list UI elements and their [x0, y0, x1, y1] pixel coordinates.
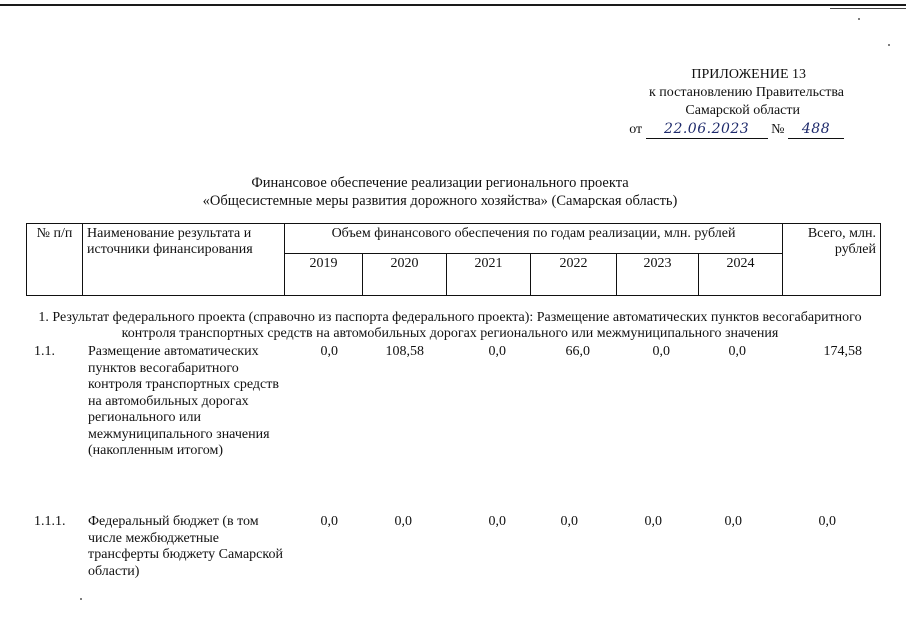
number-prefix: № — [771, 122, 785, 137]
row-value-2023: 0,0 — [652, 344, 670, 359]
document-title — [100, 174, 780, 210]
scan-speck — [888, 44, 890, 46]
scan-edge-line — [0, 4, 906, 6]
row-value-2024: 0,0 — [728, 344, 746, 359]
table-row — [26, 344, 874, 514]
title-line-1: Финансовое обеспечение реализации регионального проекта — [251, 175, 629, 191]
row-name: Федеральный бюджет (в том числе межбюджетные трансферты бюджету Самарской области) — [88, 514, 283, 579]
approval-region: Самарской области — [685, 103, 800, 118]
handwritten-date: 22.06.2023 — [646, 120, 768, 139]
row-value-2023: 0,0 — [644, 514, 662, 529]
scan-speck — [80, 598, 82, 600]
header-year: 2022 — [531, 254, 617, 296]
row-value-2019: 0,0 — [320, 514, 338, 529]
row-value-2019: 0,0 — [320, 344, 338, 359]
row-number: 1.1.1. — [34, 514, 66, 529]
header-total: Всего, млн. рублей — [783, 224, 881, 296]
row-value-2020: 108,58 — [385, 344, 424, 359]
header-year: 2021 — [447, 254, 531, 296]
header-number: № п/п — [27, 224, 83, 296]
approval-appendix: ПРИЛОЖЕНИЕ 13 — [691, 67, 806, 82]
header-volume: Объем финансового обеспечения по годам реализации, млн. рублей — [285, 224, 783, 254]
handwritten-number: 488 — [788, 120, 844, 139]
approval-block — [629, 66, 844, 139]
row-name: Размещение автоматических пунктов весогабаритного контроля транспортных средств на автомобильных дорогах регионального или межмуниципального значения (накопленным итогом) — [88, 344, 279, 458]
section-title: 1. Результат федерального проекта (справочно из паспорта федерального проекта): Размещение автоматических пунктов весогабаритного контроля транспортных средств на автомобильных дорогах регионального или межмуниципального значения — [38, 310, 862, 341]
header-year: 2024 — [699, 254, 783, 296]
row-value-2021: 0,0 — [488, 514, 506, 529]
row-value-2024: 0,0 — [724, 514, 742, 529]
approval-resolution: к постановлению Правительства — [648, 85, 844, 100]
row-number: 1.1. — [34, 344, 55, 359]
header-name: Наименование результата и источники финансирования — [83, 224, 285, 296]
row-value-2022: 66,0 — [565, 344, 590, 359]
row-value-2021: 0,0 — [488, 344, 506, 359]
title-line-2: «Общесистемные меры развития дорожного хозяйства» (Самарская область) — [202, 193, 678, 209]
financing-table-header — [26, 223, 881, 296]
scan-edge-line-secondary — [830, 8, 906, 9]
financing-table-body — [26, 310, 874, 584]
row-value-2020: 0,0 — [394, 514, 412, 529]
header-year: 2020 — [363, 254, 447, 296]
row-total: 174,58 — [823, 344, 862, 359]
approval-date-number — [629, 120, 844, 139]
row-total: 0,0 — [818, 514, 836, 529]
header-year: 2023 — [617, 254, 699, 296]
scan-speck — [858, 18, 860, 20]
header-year: 2019 — [285, 254, 363, 296]
date-prefix: от — [629, 122, 643, 137]
table-row — [26, 514, 874, 584]
row-value-2022: 0,0 — [560, 514, 578, 529]
